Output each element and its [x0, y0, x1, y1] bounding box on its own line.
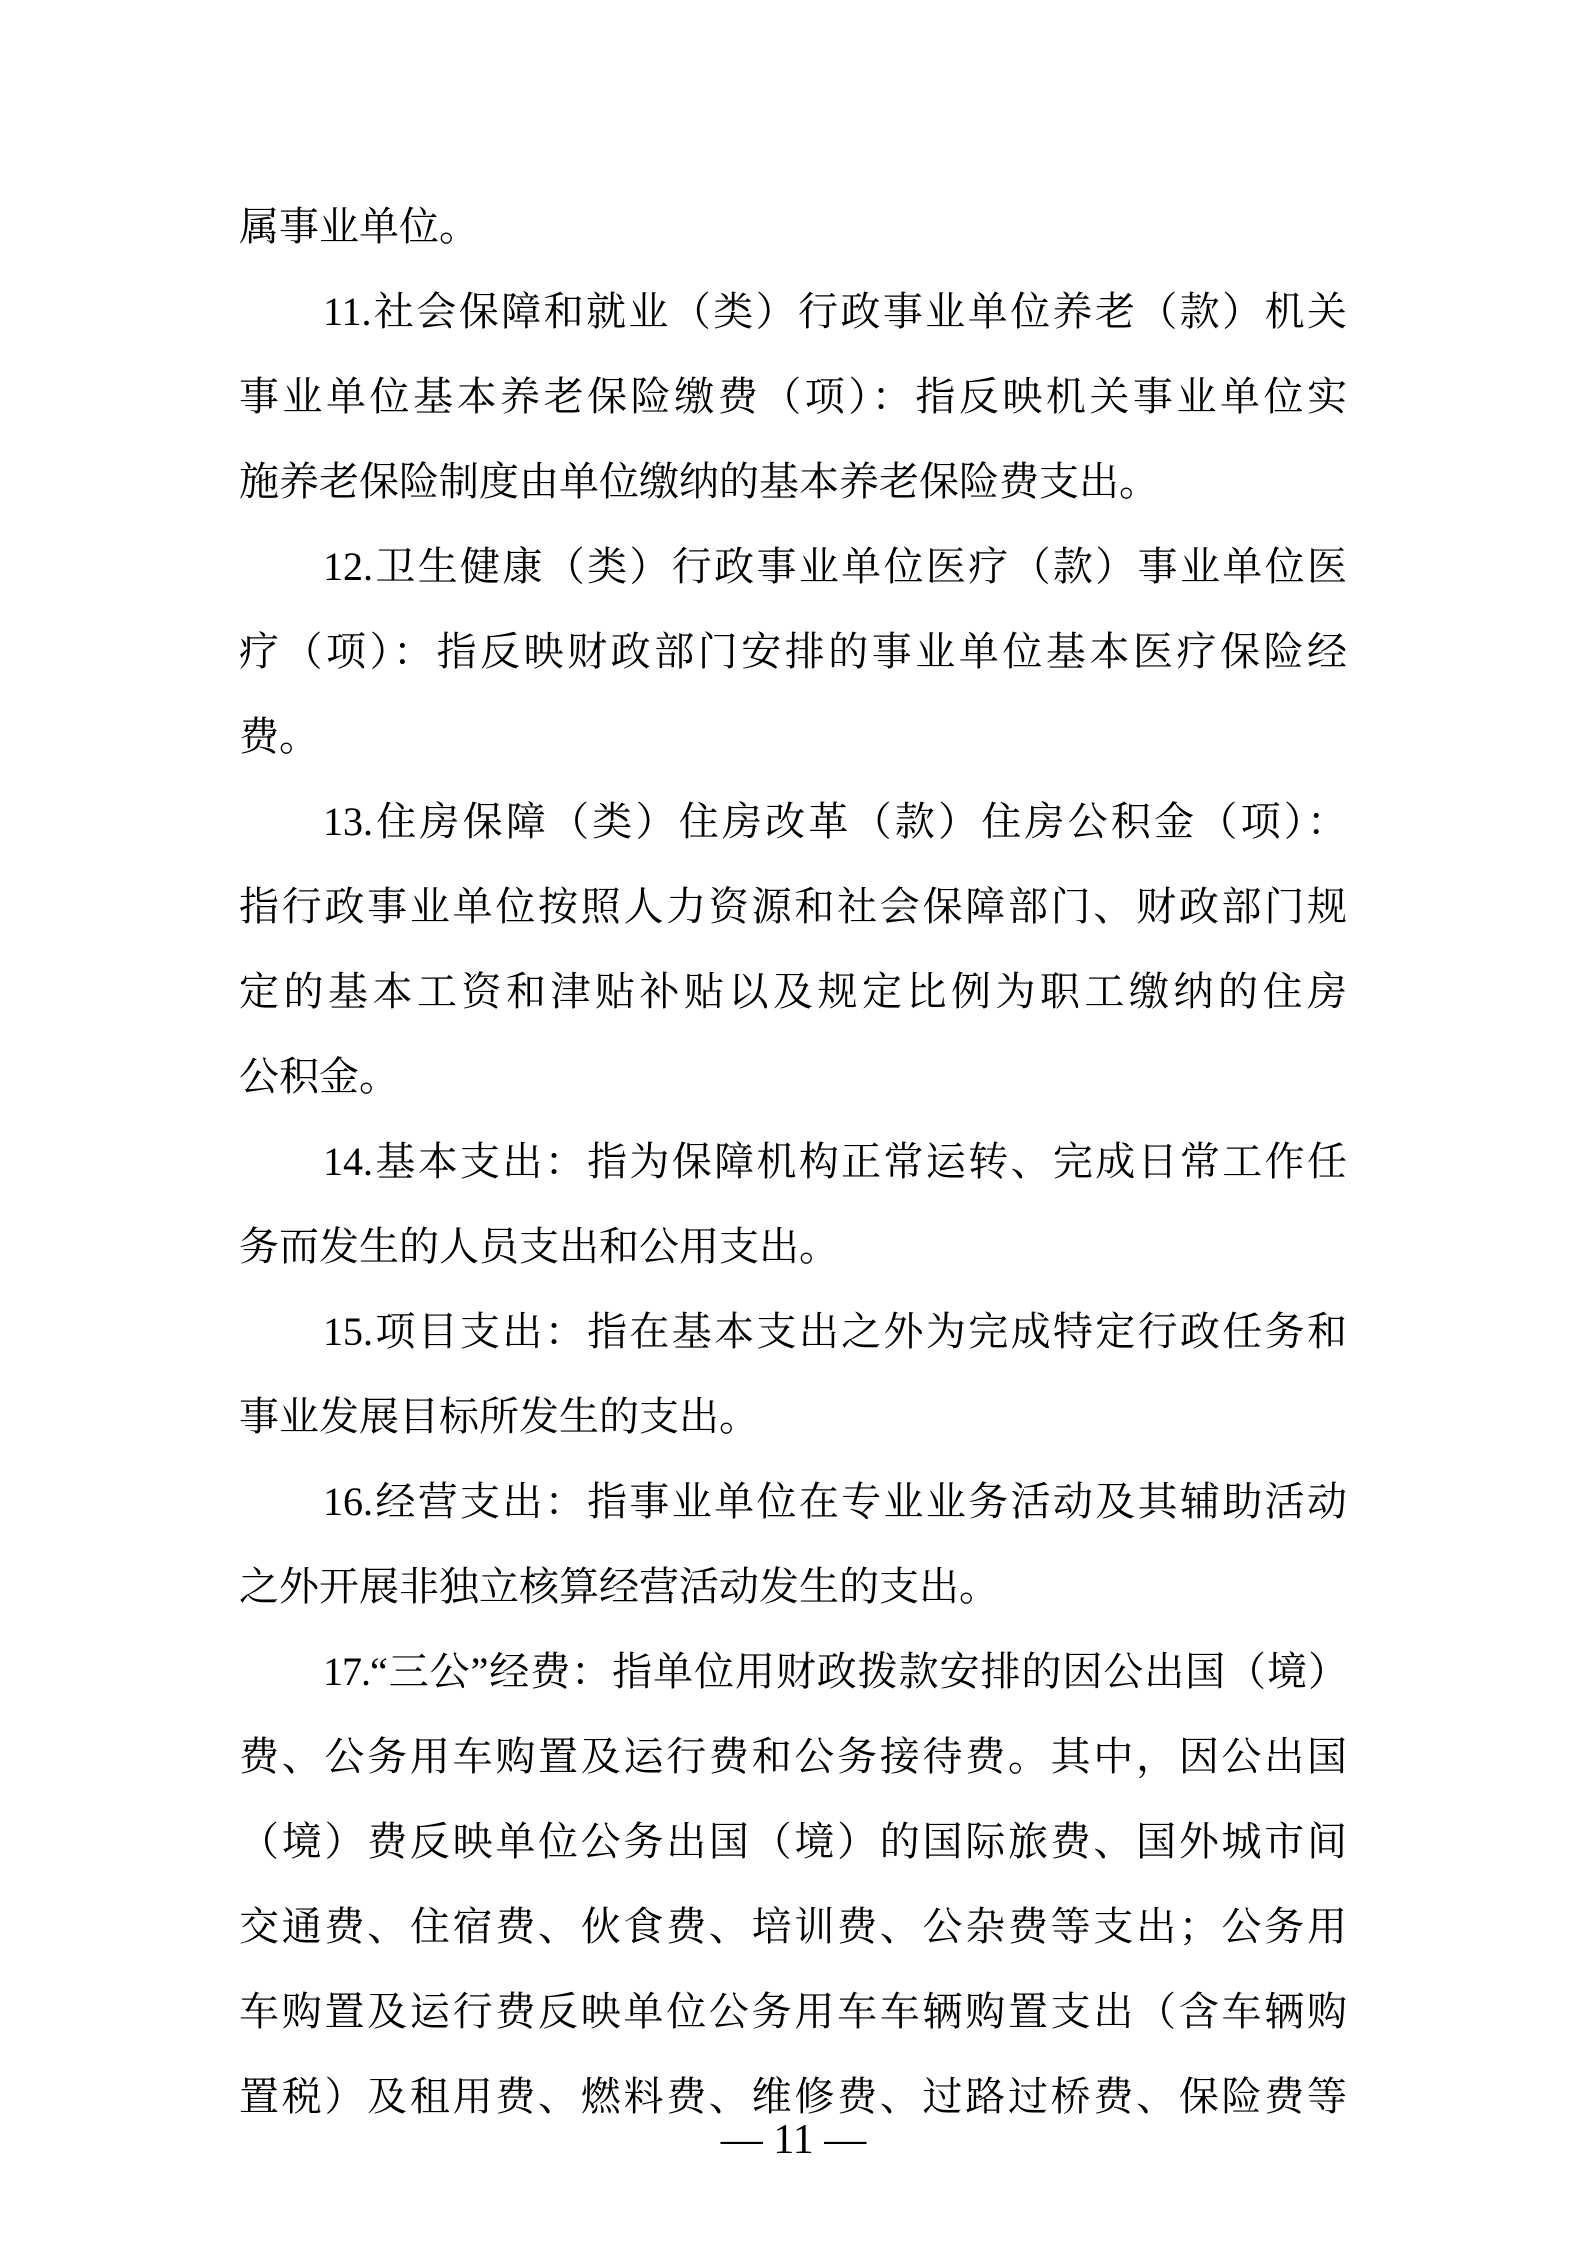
- text-line: 12.卫生健康（类）行政事业单位医疗（款）事业单位医: [323, 544, 1347, 589]
- text-line: 事业单位基本养老保险缴费（项）：指反映机关事业单位实: [239, 374, 1347, 419]
- text-line: 17.“三公”经费：指单位用财政拨款安排的因公出国（境）: [323, 1649, 1347, 1694]
- page-number: — 11 —: [720, 2117, 867, 2163]
- text-line: 疗（项）：指反映财政部门安排的事业单位基本医疗保险经: [239, 629, 1347, 674]
- text-line: 施养老保险制度由单位缴纳的基本养老保险费支出。: [239, 459, 1159, 504]
- text-line: 指行政事业单位按照人力资源和社会保障部门、财政部门规: [239, 884, 1347, 929]
- text-line: 14.基本支出：指为保障机构正常运转、完成日常工作任: [323, 1139, 1347, 1184]
- text-line: 15.项目支出：指在基本支出之外为完成特定行政任务和: [323, 1309, 1347, 1354]
- text-line: 车购置及运行费反映单位公务用车车辆购置支出（含车辆购: [239, 1989, 1347, 2034]
- text-line: 定的基本工资和津贴补贴以及规定比例为职工缴纳的住房: [239, 969, 1347, 1014]
- text-line: 16.经营支出：指事业单位在专业业务活动及其辅助活动: [323, 1479, 1347, 1524]
- text-line: 务而发生的人员支出和公用支出。: [239, 1224, 839, 1269]
- text-line: 事业发展目标所发生的支出。: [239, 1394, 759, 1439]
- body-text: [239, 184, 1347, 2139]
- text-line: 费。: [239, 714, 319, 759]
- text-line: 之外开展非独立核算经营活动发生的支出。: [239, 1564, 999, 1609]
- text-line: （境）费反映单位公务出国（境）的国际旅费、国外城市间: [239, 1819, 1347, 1864]
- text-line: 费、公务用车购置及运行费和公务接待费。其中，因公出国: [239, 1734, 1347, 1779]
- text-line: 属事业单位。: [239, 204, 479, 249]
- text-line: 13.住房保障（类）住房改革（款）住房公积金（项）：: [323, 799, 1347, 844]
- text-line: 交通费、住宿费、伙食费、培训费、公杂费等支出；公务用: [239, 1904, 1347, 1949]
- text-line: 11.社会保障和就业（类）行政事业单位养老（款）机关: [323, 289, 1347, 334]
- text-line: 置税）及租用费、燃料费、维修费、过路过桥费、保险费等: [239, 2074, 1347, 2119]
- text-line: 公积金。: [239, 1054, 399, 1099]
